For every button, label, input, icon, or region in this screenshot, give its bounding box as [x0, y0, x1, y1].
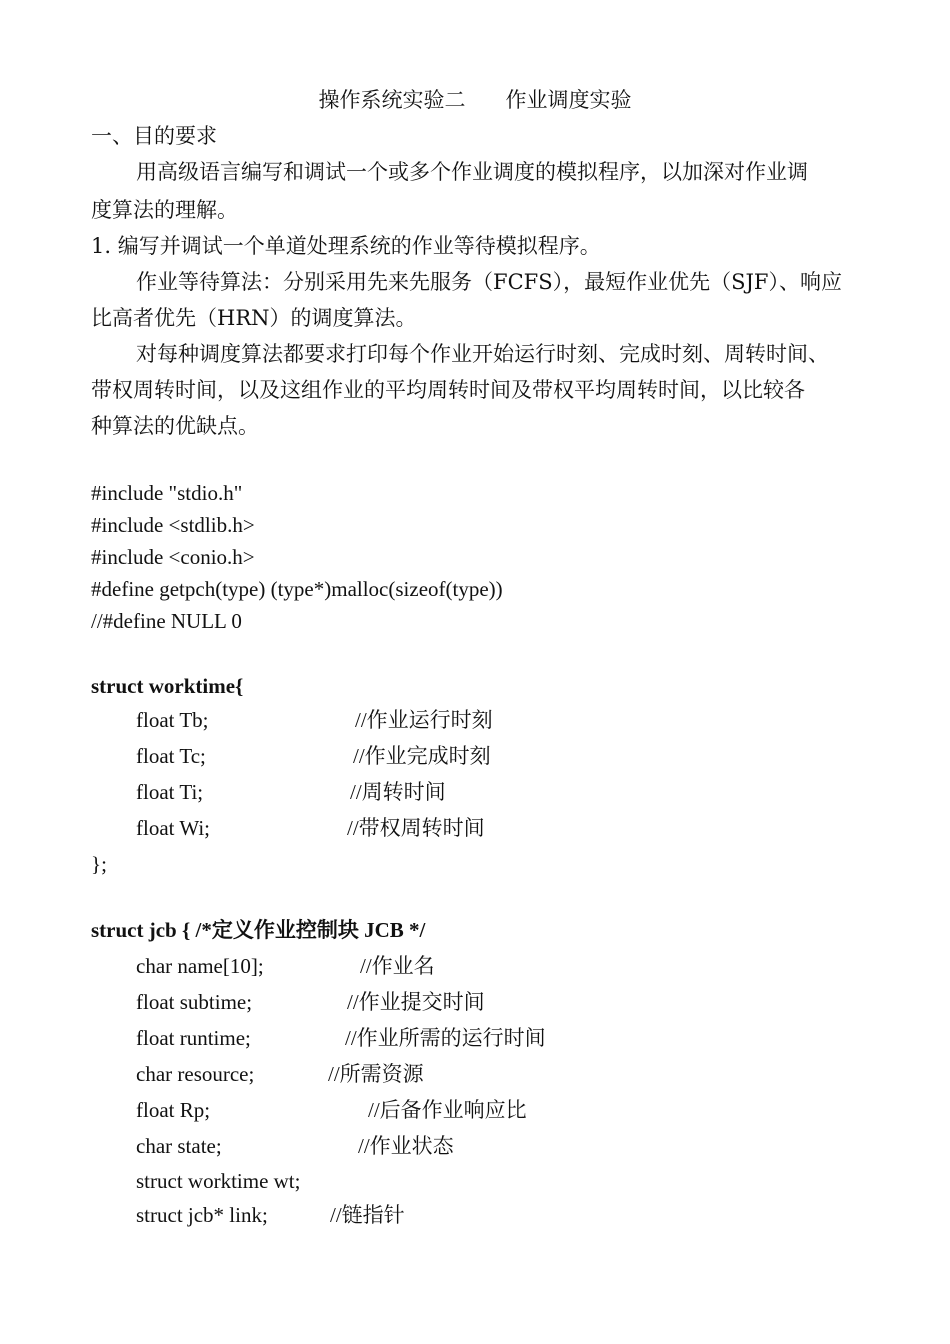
code-field-decl: float Ti;	[136, 780, 204, 804]
code-field-comment: //所需资源	[328, 1062, 424, 1086]
code-field-decl: char state;	[136, 1134, 222, 1158]
code-field-comment: //链指针	[330, 1203, 405, 1227]
code-field-decl: float subtime;	[136, 990, 253, 1014]
code-field-decl: float Tc;	[136, 744, 206, 768]
code-field-comment: //作业状态	[358, 1134, 454, 1158]
paragraph-line: 对每种调度算法都要求打印每个作业开始运行时刻、完成时刻、周转时间、	[136, 342, 829, 366]
page-title: 操作系统实验二 作业调度实验	[318, 88, 632, 112]
code-struct-end: };	[91, 852, 107, 876]
code-field-comment: //作业名	[360, 954, 435, 978]
code-line: #include <conio.h>	[91, 545, 255, 569]
code-field-comment: //作业完成时刻	[353, 744, 491, 768]
code-field-comment: //周转时间	[350, 780, 446, 804]
code-line: #include <stdlib.h>	[91, 513, 255, 537]
code-field-decl: float runtime;	[136, 1026, 251, 1050]
paragraph-line: 度算法的理解。	[91, 198, 238, 222]
code-field-comment: //作业运行时刻	[355, 708, 493, 732]
code-field-comment: //带权周转时间	[347, 816, 485, 840]
paragraph-line: 比高者优先（HRN）的调度算法。	[91, 306, 417, 330]
paragraph-line: 用高级语言编写和调试一个或多个作业调度的模拟程序，以加深对作业调	[136, 160, 808, 184]
paragraph-line: 作业等待算法：分别采用先来先服务（FCFS），最短作业优先（SJF）、响应	[136, 270, 842, 294]
code-line: //#define NULL 0	[91, 609, 242, 633]
code-struct-head: struct worktime{	[91, 674, 244, 698]
code-field-decl: struct worktime wt;	[136, 1169, 301, 1193]
paragraph-line: 种算法的优缺点。	[91, 414, 259, 438]
code-field-decl: struct jcb* link;	[136, 1203, 268, 1227]
code-field-decl: char resource;	[136, 1062, 255, 1086]
code-field-comment: //作业所需的运行时间	[345, 1026, 546, 1050]
code-line: #include "stdio.h"	[91, 481, 243, 505]
paragraph-line: 带权周转时间，以及这组作业的平均周转时间及带权平均周转时间，以比较各	[91, 378, 805, 402]
code-field-decl: float Rp;	[136, 1098, 211, 1122]
code-field-decl: float Wi;	[136, 816, 211, 840]
list-item: 1. 编写并调试一个单道处理系统的作业等待模拟程序。	[91, 234, 601, 258]
code-struct-head: struct jcb { /*定义作业控制块 JCB */	[91, 918, 426, 942]
code-line: #define getpch(type) (type*)malloc(sizeof(type))	[91, 577, 503, 601]
code-field-decl: char name[10];	[136, 954, 264, 978]
code-field-comment: //作业提交时间	[347, 990, 485, 1014]
code-field-decl: float Tb;	[136, 708, 209, 732]
section-heading: 一、目的要求	[91, 124, 217, 148]
code-field-comment: //后备作业响应比	[368, 1098, 527, 1122]
